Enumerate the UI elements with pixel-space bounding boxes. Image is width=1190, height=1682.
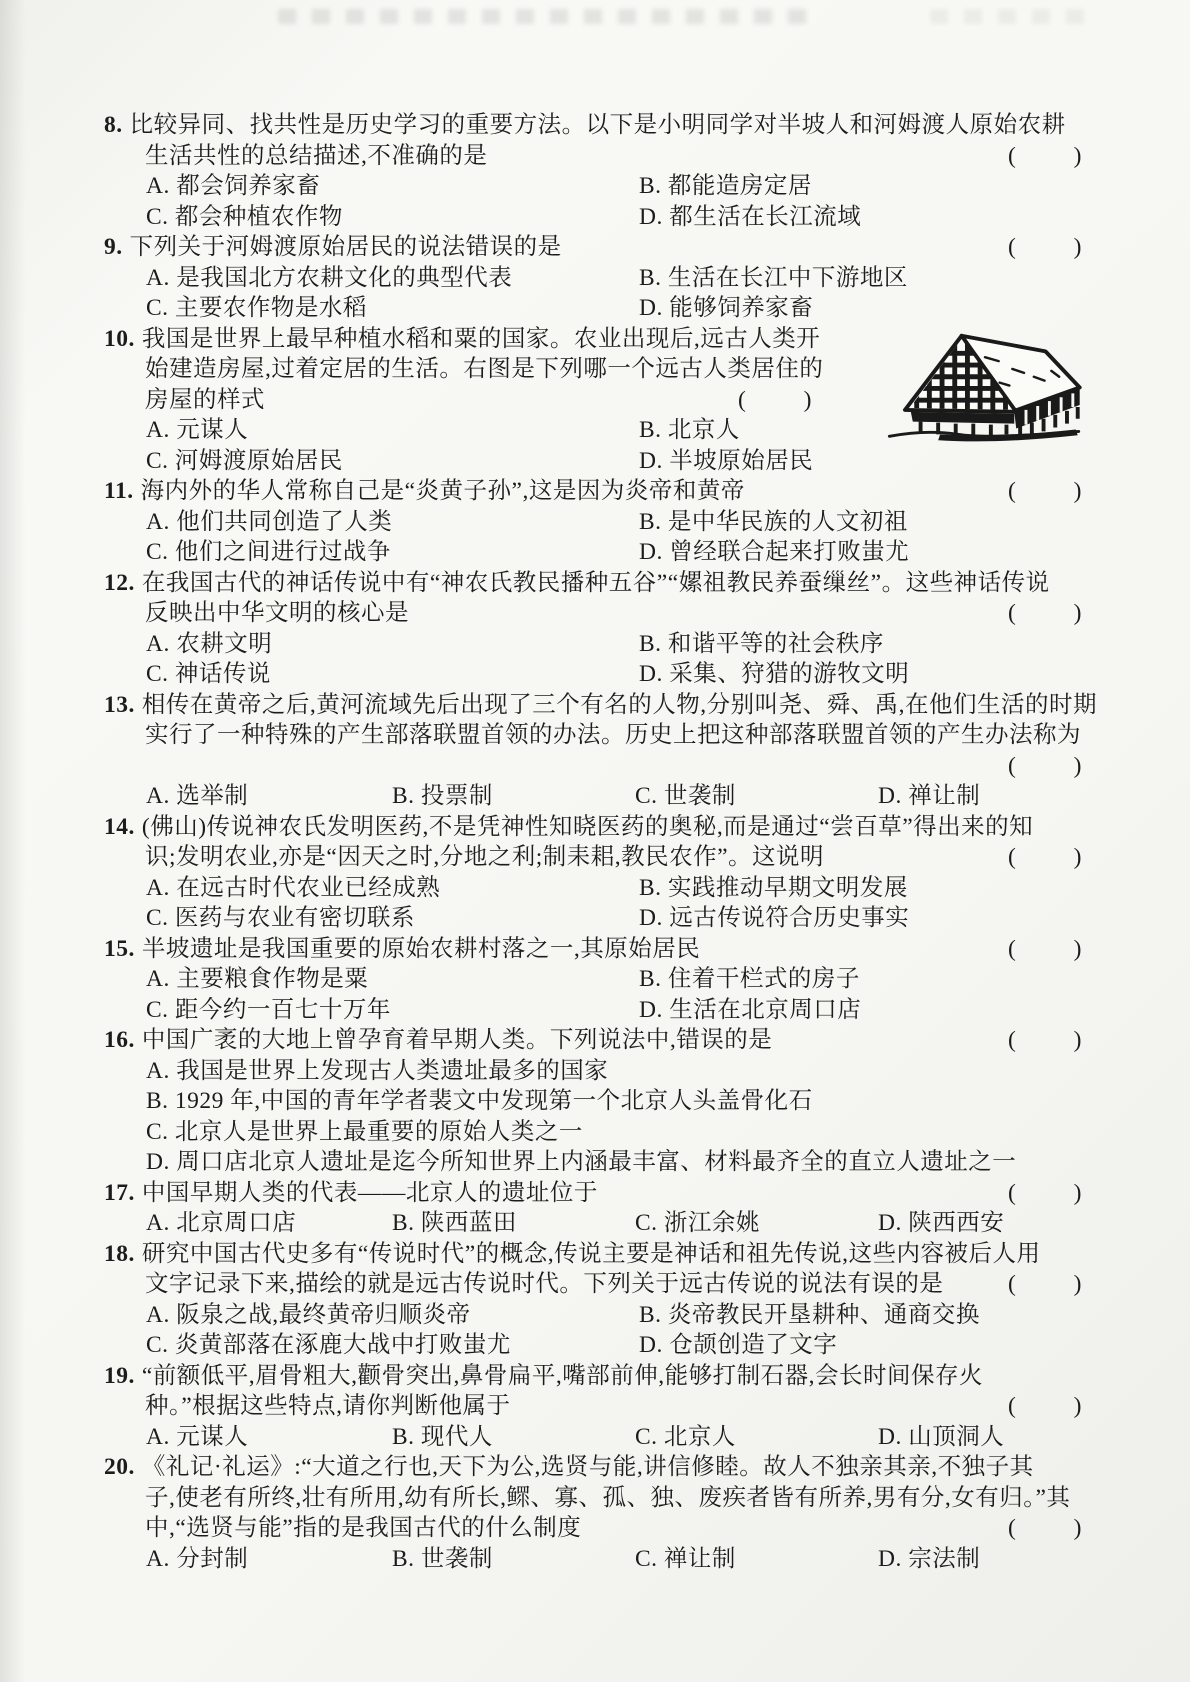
question-text: 种。”根据这些特点,请你判断他属于 [145, 1393, 511, 1419]
question-text: 在我国古代的神话传说中有“神农氏教民播种五谷”“嫘祖教民养蚕缫丝”。这些神话传说 [141, 569, 1050, 596]
option-b: B. 炎帝教民开垦耕种、通商交换 [639, 1301, 980, 1328]
question-line [104, 598, 1086, 629]
question-number: 17. [104, 1179, 135, 1206]
scan-edge-shade [0, 0, 26, 1682]
question-number: 11. [104, 478, 134, 504]
answer-bracket [1008, 1513, 1086, 1544]
question-text: 比较异同、找共性是历史学习的重要方法。以下是小明同学对半坡人和河姆渡人原始农耕 [129, 112, 1066, 138]
question-17 [104, 1178, 1086, 1239]
question-line [104, 934, 1086, 965]
options-row [104, 171, 1086, 202]
scan-artifact [278, 9, 818, 24]
option-c: C. 浙江余姚 [635, 1210, 760, 1236]
option-a: A. 在远古时代农业已经成熟 [146, 874, 441, 901]
option-c: C. 炎黄部落在涿鹿大战中打败蚩尤 [146, 1332, 511, 1358]
answer-bracket-close: ) [1073, 844, 1082, 870]
option-d: D. 宗法制 [878, 1545, 981, 1572]
question-line [104, 1025, 1086, 1056]
option-d: D. 陕西西安 [878, 1210, 1005, 1236]
question-line [104, 1239, 1086, 1270]
question-text: 文字记录下来,描绘的就是远古传说时代。下列关于远古传说的说法有误的是 [145, 1271, 944, 1297]
answer-bracket-close: ) [1073, 142, 1082, 169]
options-row [104, 446, 1086, 477]
question-line [104, 690, 1097, 721]
answer-bracket-close: ) [1073, 1179, 1082, 1206]
options-row [104, 903, 1086, 934]
question-line [104, 476, 1086, 507]
option-c: C. 世袭制 [635, 783, 736, 809]
question-line [104, 812, 1086, 843]
option-c: C. 主要农作物是水稻 [146, 295, 367, 321]
question-text: 实行了一种特殊的产生部落联盟首领的办法。历史上把这种部落联盟首领的产生办法称为 [145, 722, 1081, 748]
option-d: D. 远古传说符合历史事实 [639, 905, 910, 931]
option-c: C. 神话传说 [146, 661, 271, 687]
option-b: B. 北京人 [639, 417, 740, 443]
option-d: D. 生活在北京周口店 [639, 996, 862, 1023]
question-number: 18. [104, 1240, 135, 1267]
option-c: C. 距今约一百七十万年 [146, 996, 391, 1023]
option-a: A. 是我国北方农耕文化的典型代表 [146, 264, 513, 291]
question-line [104, 1391, 1086, 1422]
answer-bracket [1008, 1178, 1086, 1209]
option-b: B. 是中华民族的人文初祖 [639, 508, 908, 535]
option-a: A. 元谋人 [146, 1423, 249, 1450]
question-line [104, 1361, 1086, 1392]
answer-bracket-close: ) [1073, 234, 1082, 260]
question-text: 中国广袤的大地上曾孕育着早期人类。下列说法中,错误的是 [141, 1027, 773, 1053]
options-row [104, 293, 1086, 324]
option-a: A. 我国是世界上发现古人类遗址最多的国家 [146, 1057, 609, 1084]
option-a: A. 元谋人 [146, 417, 249, 443]
question-stem [104, 324, 824, 416]
question-text: 海内外的华人常称自己是“炎黄子孙”,这是因为炎帝和黄帝 [140, 478, 745, 504]
option-a: A. 他们共同创造了人类 [146, 508, 393, 535]
option-d: D. 仓颉创造了文字 [639, 1332, 838, 1358]
option-b: B. 住着干栏式的房子 [639, 966, 860, 992]
answer-bracket [1008, 232, 1086, 263]
option-d: D. 山顶洞人 [878, 1423, 1005, 1450]
answer-bracket-open: ( [1008, 1027, 1017, 1053]
answer-bracket-close: ) [1073, 1515, 1082, 1541]
option-c: C. 医药与农业有密切联系 [146, 905, 415, 931]
option-c: C. 禅让制 [635, 1545, 736, 1572]
question-line [104, 110, 1086, 141]
options-row [104, 202, 1086, 233]
question-line [104, 324, 821, 355]
question-text: 下列关于河姆渡原始居民的说法错误的是 [129, 234, 562, 260]
options-row [104, 537, 1086, 568]
question-line [104, 842, 1086, 873]
options-row [104, 263, 1086, 294]
question-text: 始建造房屋,过着定居的生活。右图是下列哪一个远古人类居住的 [145, 356, 824, 382]
options-row [104, 1330, 1086, 1361]
question-number: 13. [104, 691, 135, 718]
answer-bracket-close: ) [803, 386, 812, 413]
option-d: D. 半坡原始居民 [639, 447, 814, 474]
question-20 [104, 1452, 1086, 1574]
answer-bracket-open: ( [1008, 1271, 1017, 1297]
answer-bracket-open: ( [1008, 935, 1017, 962]
stilt-house-image [886, 326, 1084, 448]
option-b: B. 实践推动早期文明发展 [639, 874, 908, 901]
option-d: D. 曾经联合起来打败蚩尤 [639, 539, 910, 565]
question-8 [104, 110, 1086, 232]
option-a: A. 主要粮食作物是粟 [146, 966, 369, 992]
question-line [104, 1178, 1086, 1209]
answer-bracket-close: ) [1073, 478, 1082, 504]
question-12 [104, 568, 1086, 690]
question-text: 反映出中华文明的核心是 [145, 600, 409, 626]
answer-bracket-open: ( [738, 386, 747, 413]
option-c: C. 都会种植农作物 [146, 203, 343, 230]
question-15 [104, 934, 1086, 1026]
option-b: B. 投票制 [392, 783, 493, 809]
question-number: 19. [104, 1362, 135, 1389]
options-row [104, 873, 1086, 904]
answer-bracket-open: ( [1008, 1393, 1017, 1419]
answer-bracket [1008, 476, 1086, 507]
answer-bracket-close: ) [1073, 1027, 1082, 1053]
question-number: 12. [104, 569, 135, 596]
answer-bracket-close: ) [1073, 600, 1082, 626]
option-b: B. 陕西蓝田 [392, 1210, 517, 1236]
question-line [104, 385, 816, 416]
stilt-house-illustration [886, 326, 1084, 448]
question-number: 16. [104, 1027, 135, 1053]
question-text: 房屋的样式 [145, 386, 265, 413]
question-16 [104, 1025, 1086, 1178]
question-text: 半坡遗址是我国重要的原始农耕村落之一,其原始居民 [141, 935, 701, 962]
question-number: 9. [104, 234, 123, 260]
answer-bracket-open: ( [1008, 142, 1017, 169]
option-c: C. 北京人 [635, 1423, 736, 1450]
answer-bracket-open: ( [1008, 1179, 1017, 1206]
options-row [104, 629, 1086, 660]
question-line [104, 1513, 1086, 1544]
option-b: B. 生活在长江中下游地区 [639, 264, 908, 291]
answer-bracket-open: ( [1008, 844, 1017, 870]
answer-bracket-open: ( [1008, 752, 1017, 779]
question-line [104, 720, 1086, 751]
question-line [104, 354, 824, 385]
question-line [104, 568, 1086, 599]
option-a: A. 阪泉之战,最终黄帝归顺炎帝 [146, 1301, 471, 1328]
answer-bracket [1008, 934, 1086, 965]
question-text: 中,“选贤与能”指的是我国古代的什么制度 [145, 1515, 582, 1541]
options-row [104, 1208, 1086, 1239]
answer-bracket [1008, 598, 1086, 629]
question-number: 20. [104, 1454, 135, 1480]
question-number: 10. [104, 325, 135, 352]
answer-bracket-close: ) [1073, 752, 1082, 779]
question-line [104, 1269, 1086, 1300]
option-b: B. 和谐平等的社会秩序 [639, 630, 884, 657]
option-c: C. 他们之间进行过战争 [146, 539, 391, 565]
question-text: 识;发明农业,亦是“因天之时,分地之利;制耒耜,教民农作”。这说明 [145, 844, 825, 870]
options-row [104, 1544, 1086, 1575]
question-text: 中国早期人类的代表——北京人的遗址位于 [141, 1179, 598, 1206]
answer-bracket-open: ( [1008, 234, 1017, 260]
answer-bracket [1008, 1391, 1086, 1422]
question-line [104, 751, 1086, 782]
options-row [104, 507, 1086, 538]
option-a: A. 农耕文明 [146, 630, 273, 657]
answer-bracket [1008, 1269, 1086, 1300]
answer-bracket-open: ( [1008, 600, 1017, 626]
option-a: A. 分封制 [146, 1545, 249, 1572]
question-line [104, 1452, 1086, 1483]
answer-bracket-open: ( [1008, 478, 1017, 504]
answer-bracket-close: ) [1073, 1393, 1082, 1419]
question-number: 14. [104, 813, 135, 840]
question-line [104, 232, 1086, 263]
options-row [104, 659, 1086, 690]
answer-bracket-close: ) [1073, 935, 1082, 962]
option-b: B. 1929 年,中国的青年学者裴文中发现第一个北京人头盖骨化石 [146, 1088, 813, 1114]
answer-bracket-close: ) [1073, 1271, 1082, 1297]
options-row [104, 781, 1086, 812]
option-d: D. 能够饲养家畜 [639, 295, 814, 321]
answer-bracket [1008, 1025, 1086, 1056]
option-d: D. 都生活在长江流域 [639, 203, 862, 230]
option-c: C. 北京人是世界上最重要的原始人类之一 [146, 1118, 583, 1145]
question-text: 《礼记·礼运》:“大道之行也,天下为公,选贤与能,讲信修睦。故人不独亲其亲,不独子其 [141, 1454, 1034, 1480]
question-9 [104, 232, 1086, 324]
option-a: A. 北京周口店 [146, 1210, 297, 1236]
question-number: 15. [104, 935, 135, 962]
option-d: D. 周口店北京人遗址是迄今所知世界上内涵最丰富、材料最齐全的直立人遗址之一 [146, 1149, 1017, 1175]
question-14 [104, 812, 1086, 934]
question-text: 生活共性的总结描述,不准确的是 [145, 142, 488, 169]
option-d: D. 禅让制 [878, 783, 981, 809]
option-b: B. 现代人 [392, 1423, 493, 1450]
option-c: C. 河姆渡原始居民 [146, 447, 343, 474]
question-11 [104, 476, 1086, 568]
question-19 [104, 1361, 1086, 1453]
option-d: D. 采集、狩猎的游牧文明 [639, 661, 910, 687]
options-row [104, 964, 1086, 995]
option-b: B. 都能造房定居 [639, 173, 812, 199]
answer-bracket [738, 385, 816, 416]
question-text: 相传在黄帝之后,黄河流域先后出现了三个有名的人物,分别叫尧、舜、禹,在他们生活的时期 [141, 691, 1097, 718]
option-b: B. 世袭制 [392, 1545, 493, 1572]
answer-bracket [1008, 842, 1086, 873]
question-text: (佛山)传说神农氏发明医药,不是凭神性知晓医药的奥秘,而是通过“尝百草”得出来的知 [141, 813, 1034, 840]
question-18 [104, 1239, 1086, 1361]
answer-bracket-open: ( [1008, 1515, 1017, 1541]
question-line [104, 1483, 1086, 1514]
scan-artifact [930, 9, 1100, 24]
question-text: 研究中国古代史多有“传说时代”的概念,传说主要是神话和祖先传说,这些内容被后人用 [141, 1240, 1041, 1267]
question-text: 我国是世界上最早种植水稻和粟的国家。农业出现后,远古人类开 [141, 325, 821, 352]
options-row [104, 1422, 1086, 1453]
question-text: 子,使老有所终,壮有所用,幼有所长,鳏、寡、孤、独、废疾者皆有所养,男有分,女有归。”其 [145, 1484, 1071, 1511]
question-13 [104, 690, 1097, 812]
answer-bracket [1008, 141, 1086, 172]
question-10 [104, 324, 1086, 477]
question-line [104, 141, 1086, 172]
question-text: “前额低平,眉骨粗大,颧骨突出,鼻骨扁平,嘴部前伸,能够打制石器,会长时间保存火 [141, 1362, 984, 1389]
answer-bracket [1008, 751, 1086, 782]
options-row [104, 1300, 1086, 1331]
option-a: A. 选举制 [146, 783, 249, 809]
options-row [104, 995, 1086, 1026]
question-number: 8. [104, 112, 123, 138]
option-a: A. 都会饲养家畜 [146, 173, 321, 199]
